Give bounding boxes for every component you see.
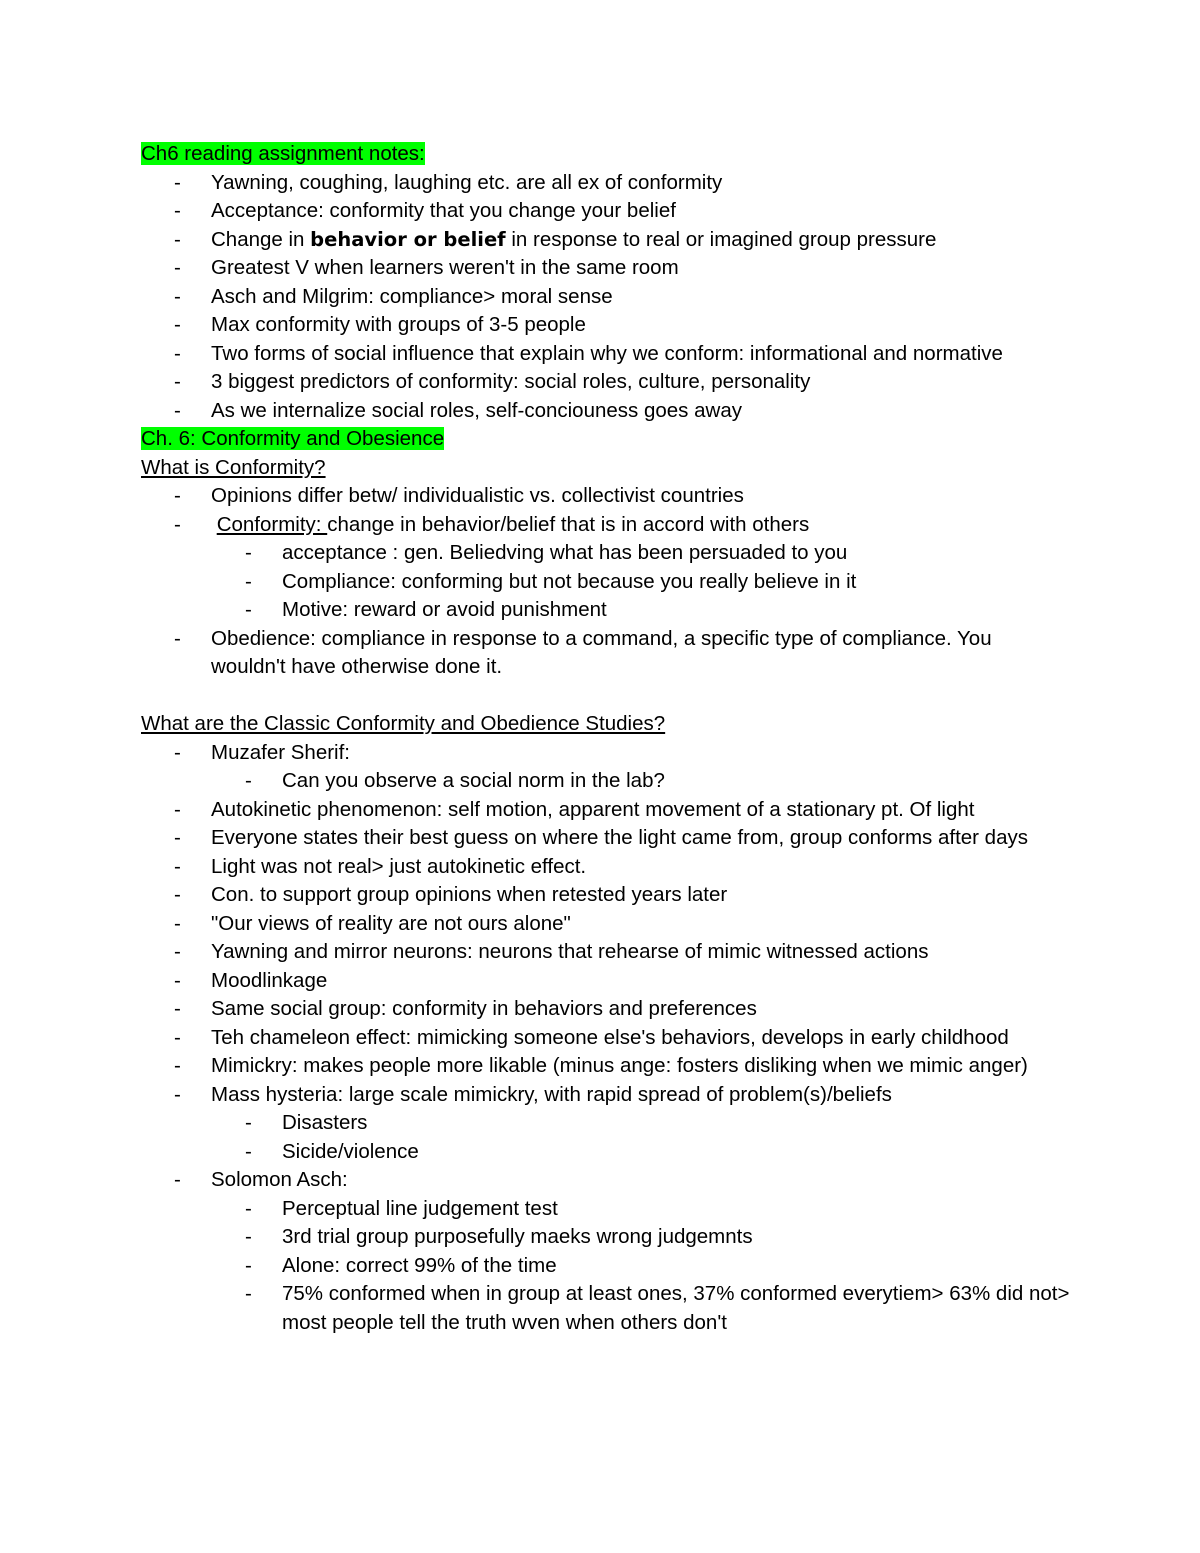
list-item-text-pre: Change in [211, 227, 311, 251]
list-item-text: Perceptual line judgement test [282, 1196, 558, 1220]
list-item-text: Motive: reward or avoid punishment [282, 598, 607, 621]
list-item [141, 881, 1071, 910]
sub-list-item [141, 767, 1071, 796]
list-item-text: Con. to support group opinions when retested years later [211, 883, 728, 906]
bullet-dash: - [174, 997, 181, 1020]
bullet-dash: - [245, 1139, 252, 1163]
notes-body [141, 140, 1071, 1337]
list-item [141, 169, 1071, 198]
sub-list-item [141, 1280, 1071, 1337]
list-item-text: Acceptance: conformity that you change your belief [211, 199, 676, 222]
bullet-dash: - [174, 484, 181, 507]
bullet-dash: - [174, 370, 181, 393]
bullet-dash: - [174, 626, 181, 650]
bullet-dash: - [245, 569, 252, 593]
list-item-text: Alone: correct 99% of the time [282, 1253, 557, 1277]
list-item [141, 910, 1071, 939]
list-item-text: Light was not real> just autokinetic effect. [211, 854, 587, 878]
list-item-text: "Our views of reality are not ours alone" [211, 911, 571, 935]
list-item-text: Obedience: compliance in response to a command, a specific type of compliance. You wouldn't have otherwise done it. [211, 626, 992, 678]
list-item-text: As we internalize social roles, self-conciouness goes away [211, 398, 742, 422]
highlighted-heading: Ch6 reading assignment notes: [141, 142, 425, 165]
list-item [141, 853, 1071, 882]
sub-list-item [141, 1195, 1071, 1224]
list-item [141, 625, 1071, 682]
subheading-classic-studies: What are the Classic Conformity and Obedience Studies? [141, 712, 666, 735]
bullet-dash: - [174, 341, 181, 365]
list-item-text: change in behavior/belief that is in accord with others [327, 512, 810, 536]
bold-phrase: behavior or belief [310, 227, 506, 251]
list-item-text: 3 biggest predictors of conformity: social roles, culture, personality [211, 370, 811, 393]
list-item [141, 368, 1071, 397]
bullet-dash: - [174, 199, 181, 222]
list-item [141, 340, 1071, 369]
bullet-dash: - [245, 1111, 252, 1134]
list-item-text: Yawning, coughing, laughing etc. are all ex of conformity [211, 170, 723, 194]
list-item [141, 226, 1071, 255]
bullet-dash: - [245, 1282, 252, 1305]
bullet-dash: - [174, 826, 181, 849]
list-item-text: 75% conformed when in group at least ones, 37% conformed everytiem> 63% did not> most people tell the truth wven when others don't [282, 1282, 1070, 1334]
bullet-dash: - [174, 1025, 181, 1049]
bullet-dash: - [245, 1225, 252, 1248]
bullet-dash: - [174, 313, 181, 336]
sub-list-item [141, 1109, 1071, 1138]
list-item [141, 1024, 1071, 1053]
list-item-text: Opinions differ betw/ individualistic vs. collectivist countries [211, 484, 744, 507]
bullet-dash: - [174, 256, 181, 279]
bullet-dash: - [174, 227, 181, 251]
bullet-dash: - [174, 883, 181, 906]
list-item-text: acceptance : gen. Beliedving what has been persuaded to you [282, 541, 848, 564]
list-item [141, 254, 1071, 283]
list-item-text: Muzafer Sherif: [211, 740, 350, 764]
bullet-dash: - [174, 1054, 181, 1077]
list-item-text: Autokinetic phenomenon: self motion, apparent movement of a stationary pt. Of light [211, 797, 975, 821]
list-item [141, 397, 1071, 426]
heading-chapter-6 [141, 425, 1071, 454]
list-item [141, 824, 1071, 853]
list-item [141, 739, 1071, 768]
bullet-dash: - [174, 940, 181, 963]
list-item-text: Disasters [282, 1111, 368, 1134]
list-item [141, 938, 1071, 967]
list-item [141, 283, 1071, 312]
list-item [141, 197, 1071, 226]
list-item-text: Two forms of social influence that explain why we conform: informational and normative [211, 341, 1003, 365]
list-item [141, 995, 1071, 1024]
bullet-dash: - [245, 1253, 252, 1277]
list-item-text: Sicide/violence [282, 1139, 419, 1163]
list-item-text-post: in response to real or imagined group pressure [505, 227, 937, 251]
list-item [141, 1166, 1071, 1195]
list-item-text: Asch and Milgrim: compliance> moral sense [211, 284, 613, 308]
bullet-dash: - [245, 541, 252, 564]
list-item-text: 3rd trial group purposefully maeks wrong judgemnts [282, 1225, 753, 1248]
list-item-text: Compliance: conforming but not because you really believe in it [282, 569, 857, 593]
list-item [141, 511, 1071, 540]
list-item [141, 967, 1071, 996]
list-item [141, 1081, 1071, 1110]
list-item [141, 482, 1071, 511]
bullet-dash: - [245, 1196, 252, 1220]
sub-list-item [141, 596, 1071, 625]
sub-list-item [141, 1138, 1071, 1167]
heading-reading-notes [141, 140, 1071, 169]
list-item [141, 1052, 1071, 1081]
sub-list-item [141, 539, 1071, 568]
list-item [141, 311, 1071, 340]
bullet-dash: - [174, 797, 181, 821]
sub-list-item [141, 1252, 1071, 1281]
bullet-dash: - [245, 598, 252, 621]
bullet-dash: - [174, 170, 181, 194]
bullet-dash: - [174, 854, 181, 878]
list-item-text: Mass hysteria: large scale mimickry, with rapid spread of problem(s)/beliefs [211, 1082, 892, 1106]
list-item-text: Mimickry: makes people more likable (minus ange: fosters disliking when we mimic anger) [211, 1054, 1028, 1077]
list-item-text: Solomon Asch: [211, 1168, 348, 1191]
bullet-dash: - [174, 968, 181, 992]
bullet-dash: - [174, 284, 181, 308]
bullet-dash: - [174, 512, 181, 536]
bullet-dash: - [245, 769, 252, 792]
bullet-dash: - [174, 1082, 181, 1106]
list-item [141, 796, 1071, 825]
list-item-text: Everyone states their best guess on where the light came from, group conforms after days [211, 826, 1028, 849]
subheading-what-is-conformity: What is Conformity? [141, 455, 326, 479]
bullet-dash: - [174, 740, 181, 764]
list-item-text: Teh chameleon effect: mimicking someone else's behaviors, develops in early childhood [211, 1025, 1009, 1049]
list-item-text: Greatest V when learners weren't in the same room [211, 256, 679, 279]
blank-line [141, 682, 1071, 711]
list-item-text: Same social group: conformity in behaviors and preferences [211, 997, 757, 1020]
bullet-dash: - [174, 911, 181, 935]
list-item-text: Yawning and mirror neurons: neurons that rehearse of mimic witnessed actions [211, 940, 929, 963]
bullet-dash: - [174, 1168, 181, 1191]
sub-list-item [141, 568, 1071, 597]
highlighted-heading: Ch. 6: Conformity and Obesience [141, 427, 445, 450]
list-item-text: Moodlinkage [211, 968, 328, 992]
sub-list-item [141, 1223, 1071, 1252]
bullet-dash: - [174, 398, 181, 422]
list-item-text: Max conformity with groups of 3-5 people [211, 313, 586, 336]
list-item-text: Can you observe a social norm in the lab? [282, 769, 665, 792]
conformity-term: Conformity: [216, 512, 328, 536]
